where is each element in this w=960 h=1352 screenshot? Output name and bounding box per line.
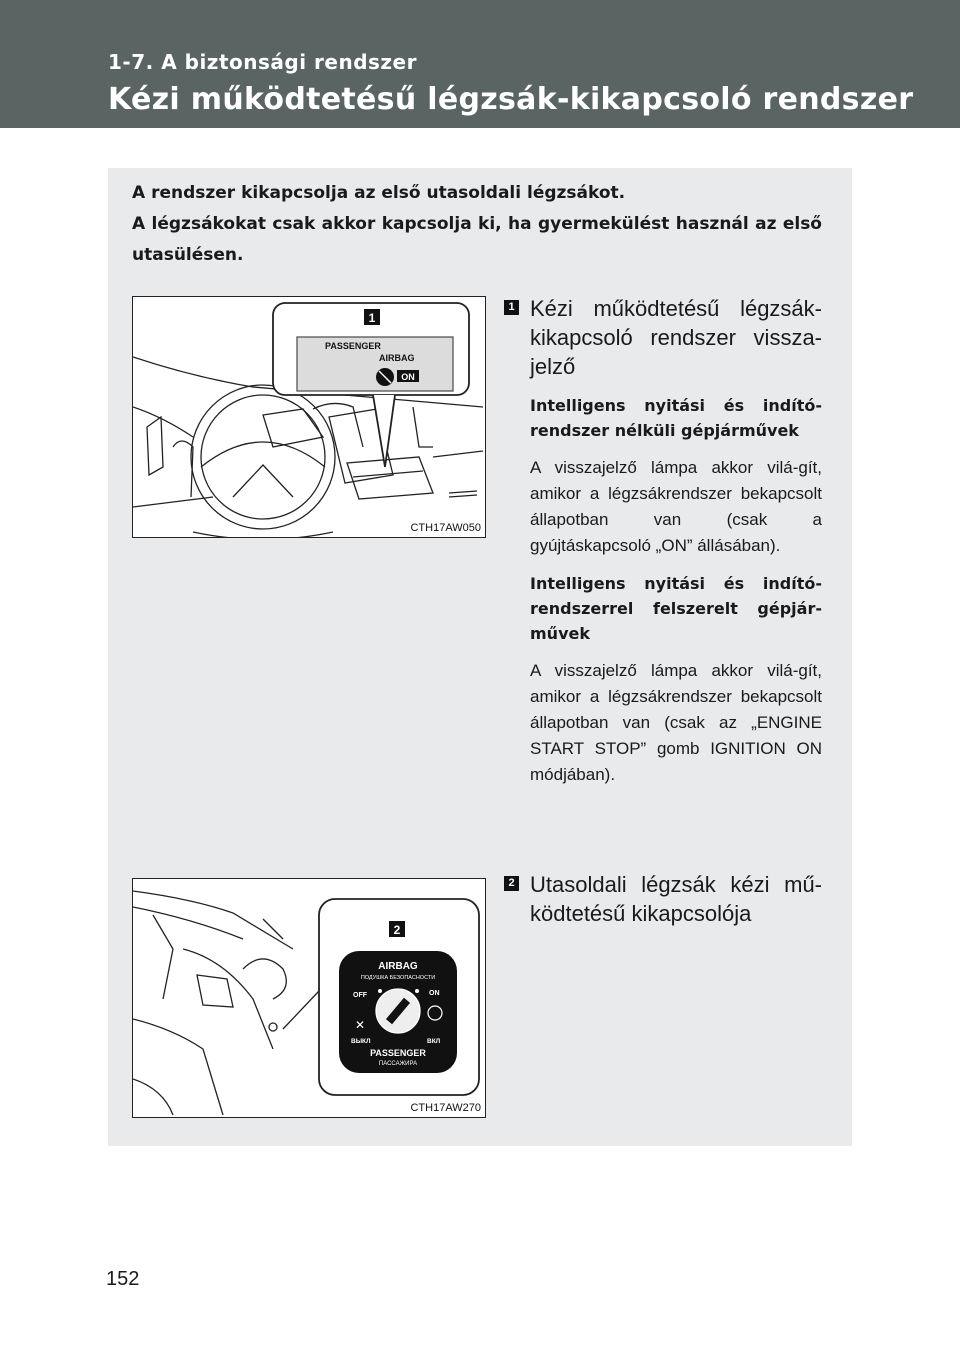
dashboard-illustration (132, 296, 486, 538)
page-number: 152 (106, 1268, 140, 1290)
switch-on-ru: ВКЛ (427, 1038, 441, 1045)
figure-code: CTH17AW270 (410, 1102, 481, 1114)
child-seat-icon: ✕ (355, 1018, 366, 1032)
switch-passenger-ru: ПАССАЖИРА (378, 1061, 418, 1067)
subsection-text: A visszajelző lámpa akkor vilá-gít, amikor a légzsákrendszer bekapcsolt állapotban van (csak a gyújtáskapcsoló „ON” állásában). (530, 458, 822, 555)
item-2 (504, 870, 822, 928)
page-header (0, 0, 960, 128)
page-title: Kézi működtetésű légzsák-kikapcsoló rendszer (108, 82, 914, 117)
on-label: ON (401, 372, 415, 382)
item-2-title: Utasoldali légzsák kézi mű-ködtetésű kikapcsolója (530, 872, 822, 926)
section-label: 1-7. A biztonsági rendszer (108, 50, 417, 74)
callout-number-1: 1 (368, 311, 376, 325)
intro-line-2: A légzsákokat csak akkor kapcsolja ki, ha gyermekülést használ az első utasülésen. (132, 214, 822, 265)
switch-airbag-label: AIRBAG (378, 961, 418, 972)
passenger-label: PASSENGER (325, 341, 381, 351)
intro-line-1: A rendszer kikapcsolja az első utasoldali légzsákot. (132, 183, 626, 203)
subsection-heading: Intelligens nyitási és indító-rendszer nélküli gépjárművek (530, 396, 822, 440)
switch-off-ru: ВЫКЛ (351, 1038, 371, 1045)
intro-text (132, 178, 822, 271)
switch-on-label: ON (429, 990, 440, 997)
airbag-switch-illustration (132, 878, 486, 1118)
switch-passenger-label: PASSENGER (370, 1048, 426, 1058)
airbag-label: AIRBAG (379, 353, 415, 363)
figure-code: CTH17AW050 (410, 522, 481, 534)
item-1-title: Kézi működtetésű légzsák-kikapcsoló rendszer vissza-jelző (530, 296, 822, 379)
subsection-heading: Intelligens nyitási és indító-rendszerrel felszerelt gépjár-művek (530, 574, 822, 643)
dashboard-drawing (133, 297, 485, 537)
item-1-head (504, 294, 822, 381)
switch-drawing (133, 879, 485, 1117)
callout-number-2: 2 (393, 923, 401, 937)
item-number-badge: 2 (504, 876, 519, 891)
item-number-badge: 1 (504, 300, 519, 315)
item-1 (504, 294, 822, 788)
switch-airbag-ru: ПОДУШКА БЕЗОПАСНОСТИ (360, 975, 436, 981)
subsection-text: A visszajelző lámpa akkor vilá-gít, amikor a légzsákrendszer bekapcsolt állapotban van (csak az „ENGINE START STOP” gomb IGNITION ON módjában). (530, 661, 822, 784)
item-2-head (504, 870, 822, 928)
switch-off-label: OFF (353, 992, 367, 999)
